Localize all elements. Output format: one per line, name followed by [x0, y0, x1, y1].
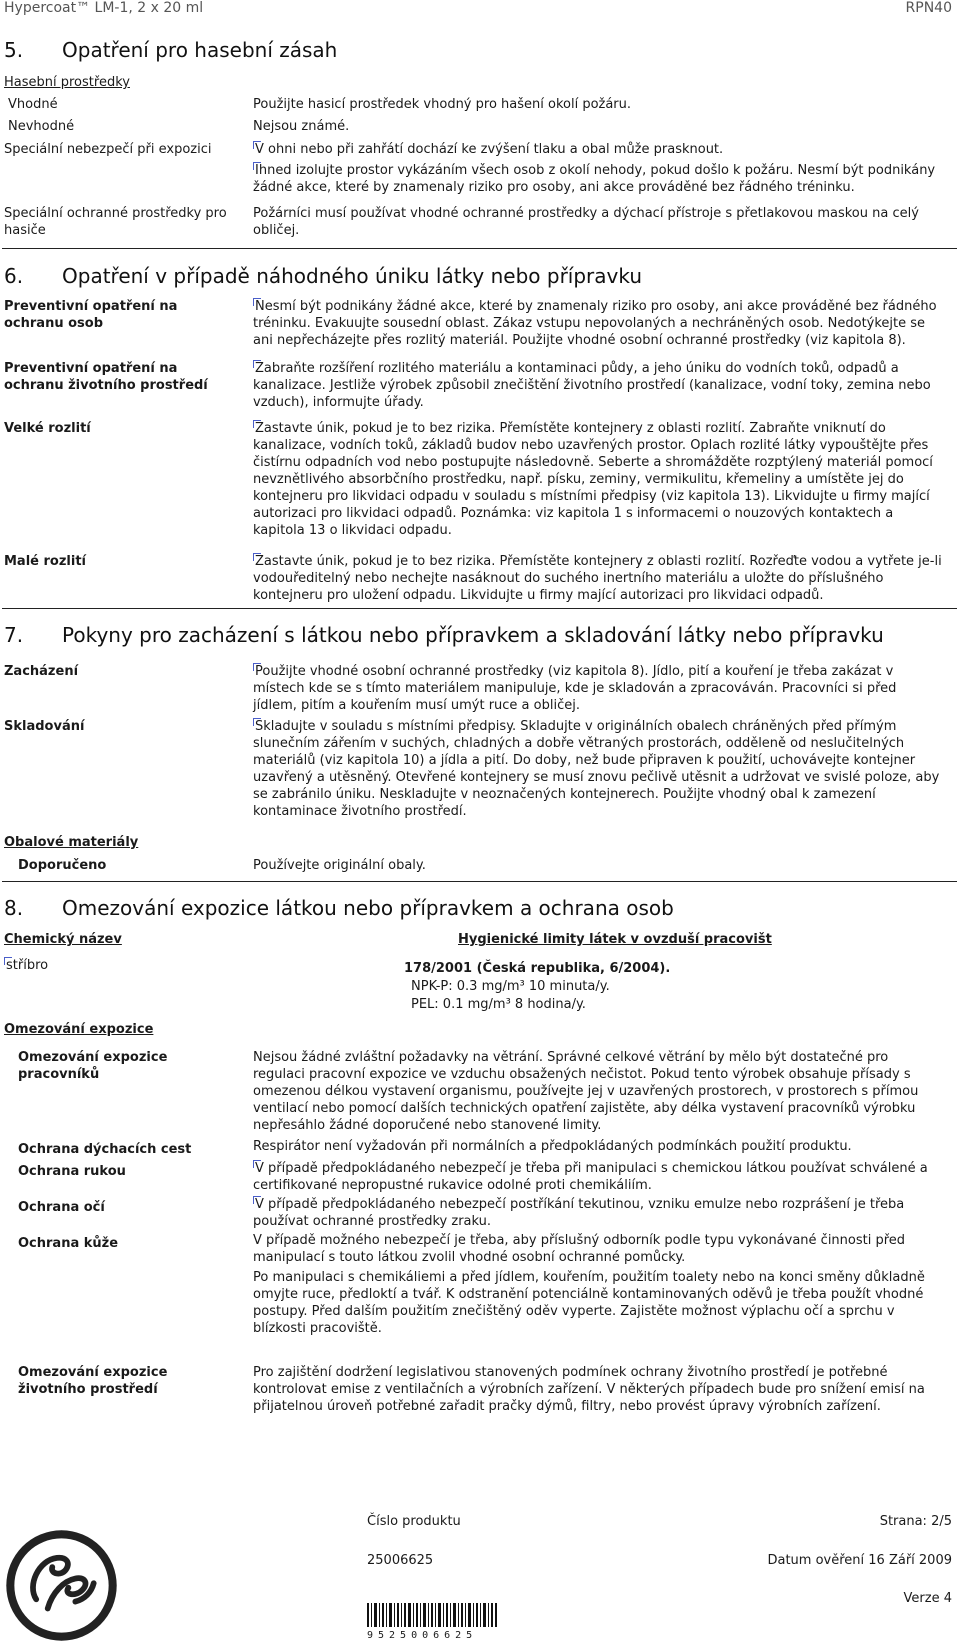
- version: Verze 4: [903, 1591, 952, 1606]
- value-respiratory-protection: Respirátor není vyžadován při normálních a předpokládaných podmínkách použití produktu.: [253, 1139, 852, 1154]
- value-hand-protection: V případě předpokládaného nebezpečí je třeba při manipulaci s chemickou látkou používat schválené a certifikované nepropustné rukavice odolné proti chemikáliím.: [253, 1161, 928, 1193]
- value-storage: Skladujte v souladu s místními předpisy. Skladujte v originálních obalech chráněných před přímým slunečním zářením v suchých, chladných a dobře větraných prostorách, odděleně od neslučitelných materiálů (viz kapitola 10) a jídla a pití. Do doby, než bude připraven k použití, uchovávejte kontejner uzavřený a utěsněný. Otevřené kontejnery se musí znovu pečlivě utěsnit a udržovat ve svislé poloze, aby se zabránilo úniku. Neskladujte v neoznačených kontejnerech. Použijte vhodný obal k zamezení kontaminace životního prostředí.: [253, 719, 940, 819]
- document-code: RPN40: [905, 0, 952, 16]
- barcode-icon: [367, 1603, 497, 1627]
- limit-npk: NPK-P: 0.3 mg/m³ 10 minuta/y.: [411, 979, 610, 994]
- section-title-text: Opatření v případě náhodného úniku látky nebo přípravku: [62, 264, 642, 288]
- value-worker-exposure: Nejsou žádné zvláštní požadavky na větrání. Správné celkové větrání by mělo být dostatečné pro regulaci pracovní expozice ve vzduchu obsažených nečistot. Pokud tento výrobek obsahuje přísady s omezenou délkou vystavení organismu, používejte jej v uzavřených prostorech, v prostorech s přímou ventilací nebo pomocí dalších technických opatření zajistěte, aby délka vystavení pracovníků výrobku nepřesáhlo žádné doporučené nebo stanovené limity.: [253, 1050, 919, 1133]
- section-7-title: [4, 623, 884, 647]
- value-eye-protection: V případě předpokládaného nebezpečí postříkání tekutinou, vzniku emulze nebo rozprášení je třeba používat ochranné prostředky zraku.: [253, 1197, 905, 1229]
- column-header-chemical-name: Chemický název: [4, 932, 122, 947]
- section-divider: [2, 881, 957, 882]
- section-divider: [2, 608, 957, 609]
- product-number: 25006625: [367, 1553, 434, 1568]
- column-header-exposure-limits: Hygienické limity látek v ovzduší pracovišt: [458, 932, 772, 947]
- regulation-reference: 178/2001 (Česká republika, 6/2004).: [404, 961, 671, 976]
- ge-logo-icon: [4, 1528, 119, 1643]
- value-suitable: Použijte hasicí prostředek vhodný pro hašení okolí požáru.: [253, 97, 632, 112]
- label-personal-precautions: Preventivní opatření na ochranu osob: [4, 299, 178, 331]
- section-6-title: [4, 264, 642, 288]
- label-skin-protection: Ochrana kůže: [18, 1236, 119, 1251]
- product-number-label: Číslo produktu: [367, 1514, 461, 1529]
- value-special-hazard-1: V ohni nebo při zahřátí dochází ke zvýšení tlaku a obal může prasknout.: [255, 142, 724, 157]
- label-hand-protection: Ochrana rukou: [18, 1164, 126, 1179]
- value-recommended: Používejte originální obaly.: [253, 858, 426, 873]
- value-skin-protection-1: V případě možného nebezpečí je třeba, aby příslušný odborník podle typu vykonávané činnosti před manipulací s touto látkou zvolil vhodné osobní ochranné pomůcky.: [253, 1233, 906, 1265]
- subheading-extinguishing-media: Hasební prostředky: [4, 75, 130, 90]
- subheading-packaging: Obalové materiály: [4, 835, 139, 850]
- value-unsuitable: Nejsou známé.: [253, 119, 350, 134]
- value-environmental-exposure: Pro zajištění dodržení legislativou stanovených podmínek ochrany životního prostředí je potřebné kontrolovat emise z ventilačních a výrobních zařízení. V některých případech bude pro snížení emisí na přijatelnou úroveň potřebné zařadit pračky dýmů, filtry, nebo provést úpravy výrobních zařízení.: [253, 1365, 925, 1414]
- label-eye-protection: Ochrana očí: [18, 1200, 105, 1215]
- page-number: Strana: 2/5: [879, 1514, 952, 1529]
- label-environmental-exposure: Omezování expozice životního prostředí: [18, 1365, 168, 1397]
- value-skin-protection-2: Po manipulaci s chemikáliemi a před jídlem, kouřením, použitím toalety nebo na konci směny důkladně omyjte ruce, předloktí a tvář. K odstranění potenciálně kontaminovaných oděvů je třeba použít vhodné postupy. Před dalším použitím znečištěný oděv vyperte. Zajistěte možnost výplachu očí a sprchu v blízkosti pracoviště.: [253, 1270, 925, 1336]
- section-title-text: Omezování expozice látkou nebo přípravkem a ochrana osob: [62, 896, 674, 920]
- section-number: 8.: [4, 896, 24, 920]
- label-storage: Skladování: [4, 719, 85, 734]
- label-special-hazard: Speciální nebezpečí při expozici: [4, 142, 212, 157]
- section-divider: [2, 248, 957, 249]
- value-handling: Použijte vhodné osobní ochranné prostředky (viz kapitola 8). Jídlo, pití a kouření je třeba zakázat v místech kde se s tímto materiálem manipuluje, kde je skladován a zpracováván. Pracovníci si před jídlem, pitím a kouřením musí umýt ruce a obličej.: [253, 664, 897, 713]
- label-suitable: Vhodné: [8, 97, 58, 112]
- section-title-text: Opatření pro hasební zásah: [62, 38, 338, 62]
- subheading-exposure-controls: Omezování expozice: [4, 1022, 154, 1037]
- limit-pel: PEL: 0.1 mg/m³ 8 hodina/y.: [411, 997, 586, 1012]
- label-small-spill: Malé rozlití: [4, 554, 86, 569]
- verification-date: Datum ověření 16 Září 2009: [767, 1553, 952, 1568]
- section-number: 7.: [4, 623, 24, 647]
- substance-name: stříbro: [6, 958, 49, 973]
- value-firefighter-ppe: Požárníci musí používat vhodné ochranné prostředky a dýchací přístroje s přetlakovou maskou na celý obličej.: [253, 206, 919, 238]
- section-5-title: [4, 38, 337, 62]
- label-unsuitable: Nevhodné: [8, 119, 75, 134]
- label-firefighter-ppe: Speciální ochranné prostředky pro hasiče: [4, 206, 227, 238]
- section-number: 5.: [4, 38, 24, 62]
- label-large-spill: Velké rozlití: [4, 421, 91, 436]
- section-title-text: Pokyny pro zacházení s látkou nebo přípravkem a skladování látky nebo přípravku: [62, 623, 884, 647]
- value-personal-precautions: Nesmí být podnikány žádné akce, které by znamenaly riziko pro osoby, ani akce prováděné bez řádného tréninku. Evakuujte sousední oblast. Zákaz vstupu nepovolaných a nechráněných osob. Nedotýkejte se ani nepřecházejte přes rozlitý materiál. Použijte vhodné osobní ochranné prostředky (viz kapitola 8).: [253, 299, 937, 348]
- label-respiratory-protection: Ochrana dýchacích cest: [18, 1142, 192, 1157]
- label-worker-exposure: Omezování expozice pracovníků: [18, 1050, 168, 1082]
- label-handling: Zacházení: [4, 664, 79, 679]
- section-8-title: [4, 896, 674, 920]
- value-special-hazard-2: Ihned izolujte prostor vykázáním všech osob z okolí nehody, pokud došlo k požáru. Nesmí být podnikány žádné akce, které by znamenaly riziko pro osoby, ani akce prováděné bez řádného tréninku.: [253, 163, 936, 195]
- label-environmental-precautions: Preventivní opatření na ochranu životního prostředí: [4, 361, 208, 393]
- section-number: 6.: [4, 264, 24, 288]
- value-small-spill: Zastavte únik, pokud je to bez rizika. Přemístěte kontejnery z oblasti rozlití. Rozřeďte vodou a vytřete je-li vodouředitelný nebo nechejte nasáknout do suchého inertního materiálu a uložte do příslušného kontejneru pro uložení odpadu. Likvidujte u firmy mající autorizaci pro likvidaci odpadů.: [253, 554, 942, 603]
- value-environmental-precautions: Zabraňte rozšíření rozlitého materiálu a kontaminaci půdy, a jeho úniku do vodních toků, odpadů a kanalizace. Jestliže výrobek způsobil znečištění životního prostředí (kanalizace, vodní toky, zemina nebo vzduch), informujte úřady.: [253, 361, 931, 410]
- product-name: Hypercoat™ LM-1, 2 x 20 ml: [4, 0, 204, 16]
- barcode-digits: 9525006625: [367, 1630, 478, 1641]
- label-recommended: Doporučeno: [18, 858, 107, 873]
- value-large-spill: Zastavte únik, pokud je to bez rizika. Přemístěte kontejnery z oblasti rozlití. Zabraňte vniknutí do kanalizace, vodních toků, základů budov nebo uzavřených prostor. Oplach rozlité látky vypouštějte přes čistírnu odpadních vod nebo postupujte následovně. Seberte a shromážděte rozptýlený materiál pomocí nevznětlivého absorbčního prostředku, např. písku, zeminy, vermikulitu, křemeliny a umístěte jej do kontejneru pro likvidaci odpadu v souladu s místními předpisy (viz kapitola 13). Likvidujte u firmy mající autorizaci pro likvidaci odpadů. Poznámka: viz kapitola 1 s informacemi o nouzových kontaktech a kapitola 13 o likvidaci odpadu.: [253, 421, 933, 538]
